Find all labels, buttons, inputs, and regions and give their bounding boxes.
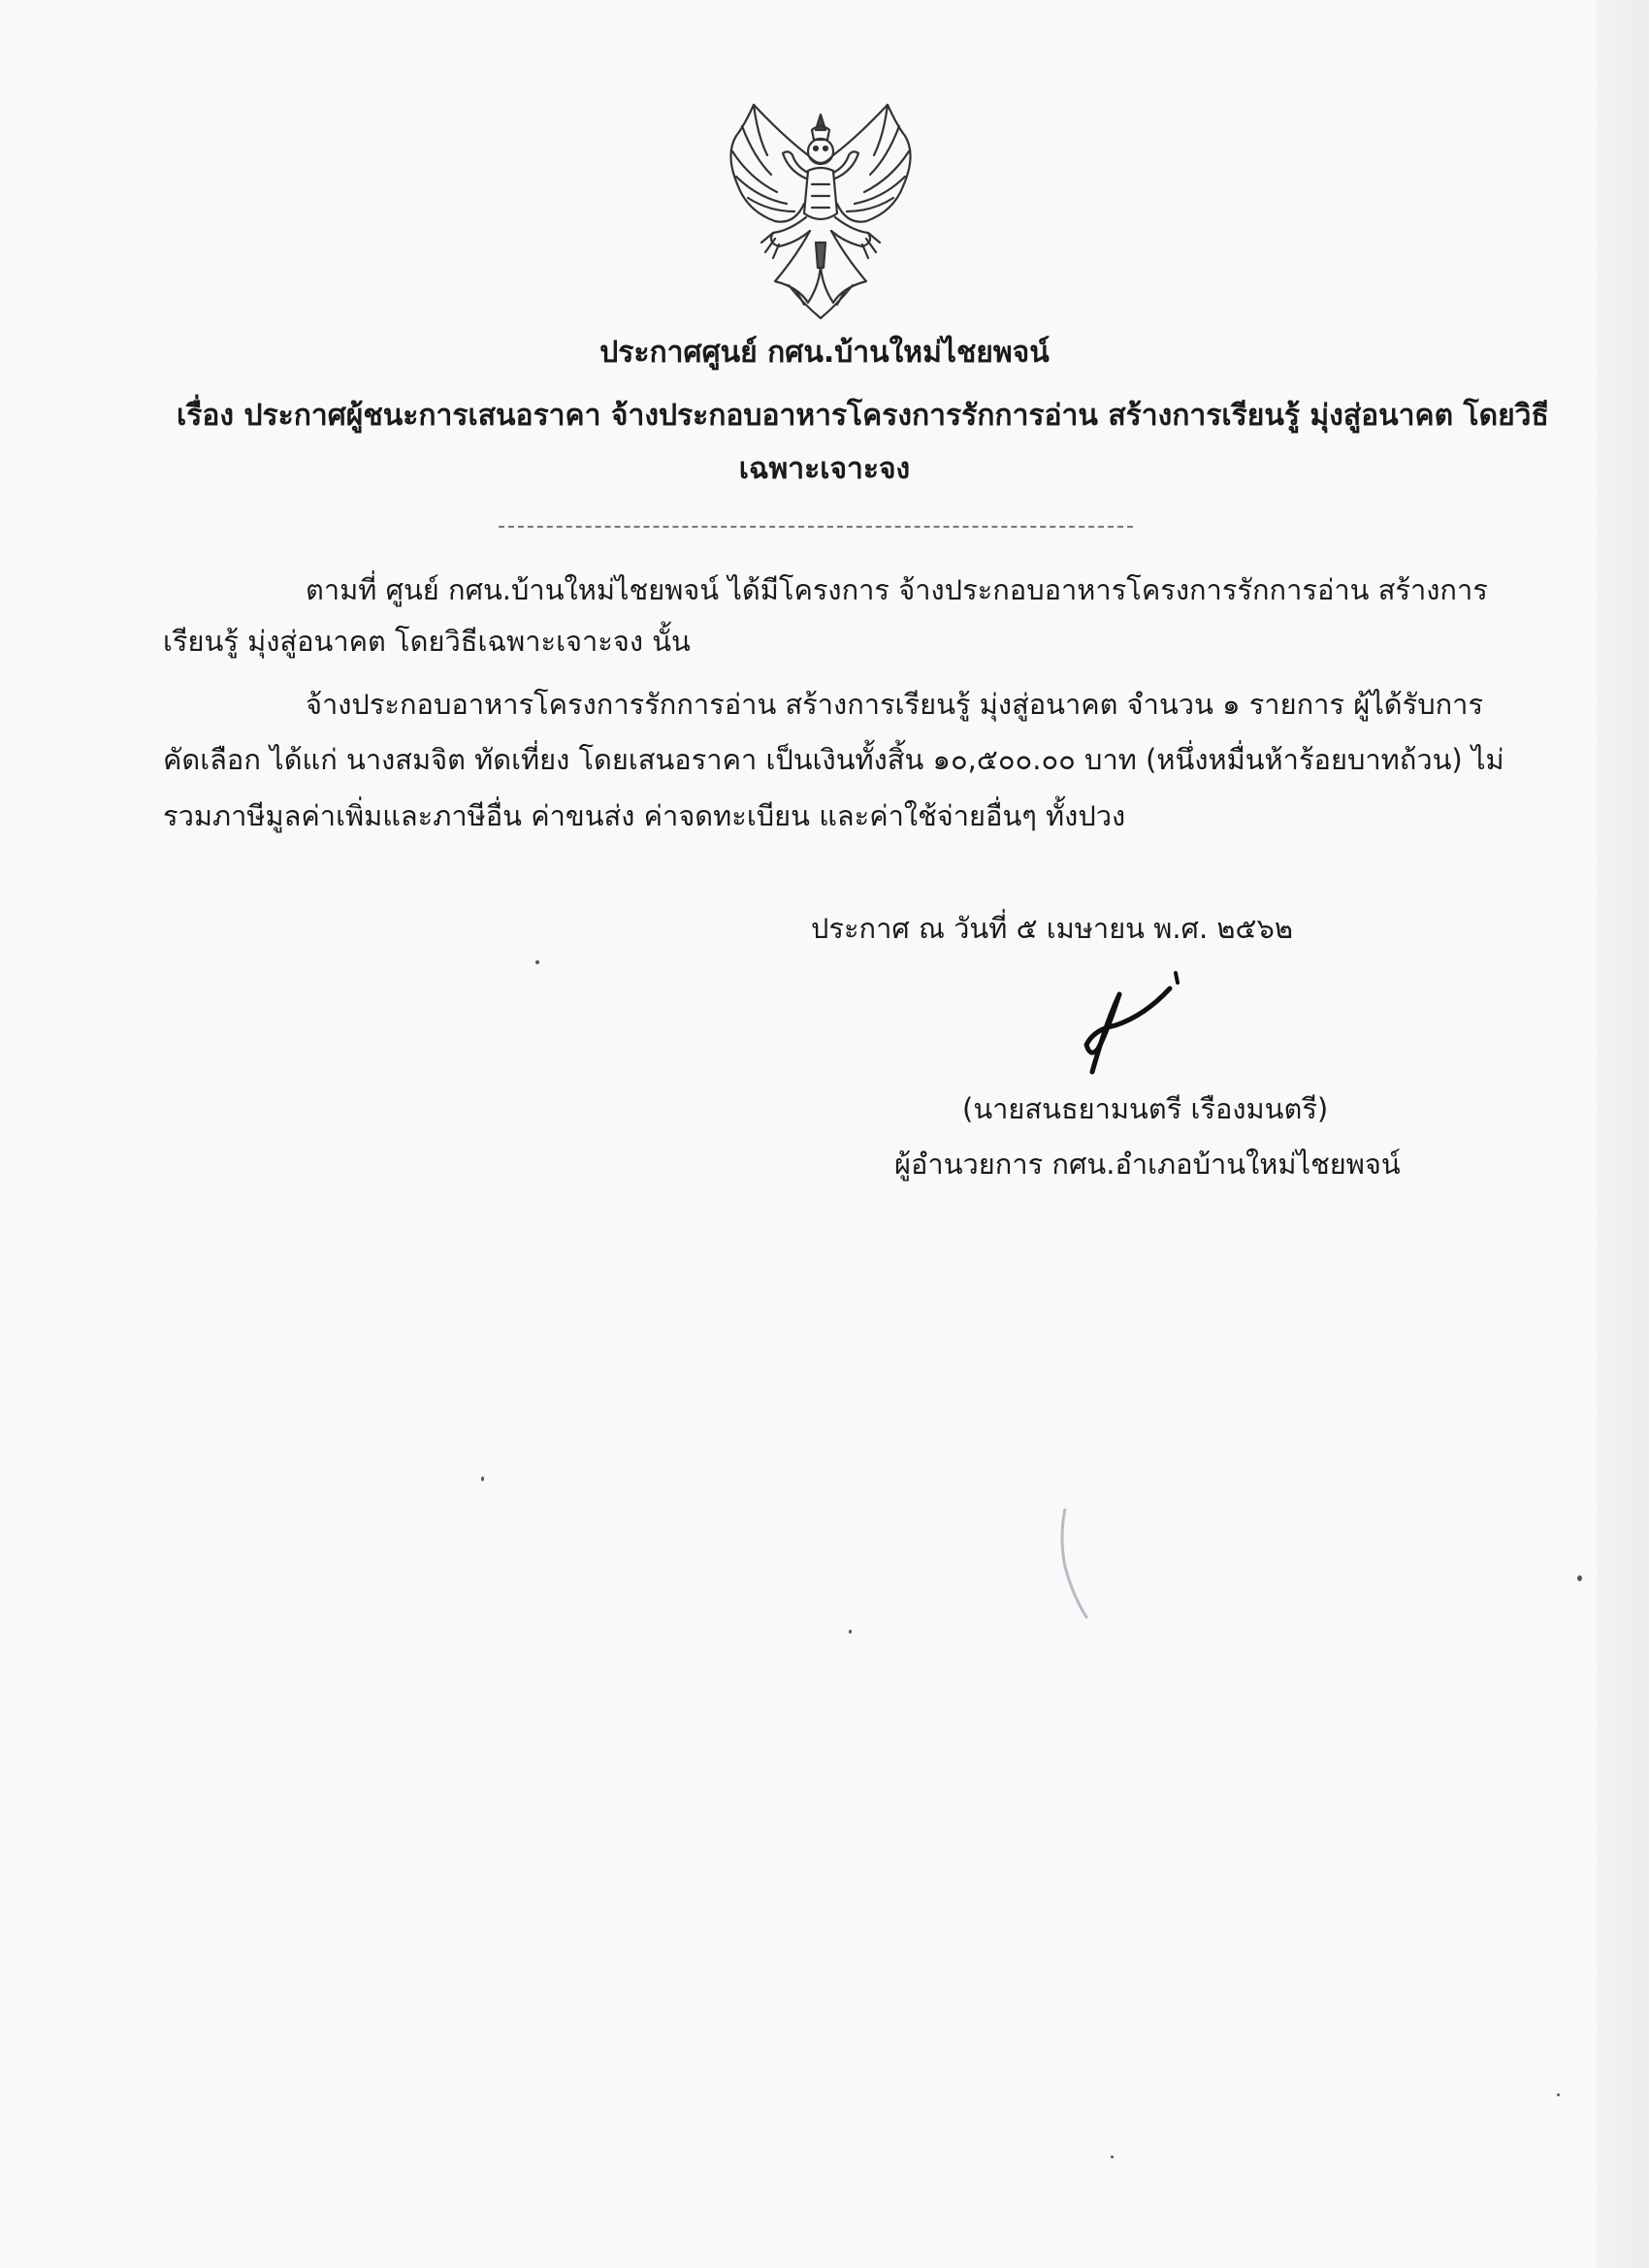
paragraph-2-line-3: รวมภาษีมูลค่าเพิ่มและภาษีอื่น ค่าขนส่ง ค่าจดทะเบียน และค่าใช้จ่ายอื่นๆ ทั้งปวง bbox=[163, 799, 1126, 832]
scan-speck bbox=[1577, 1575, 1582, 1581]
paragraph-2-line-2: คัดเลือก ได้แก่ นางสมจิต ทัดเที่ยง โดยเสนอราคา เป็นเงินทั้งสิ้น ๑๐,๕๐๐.๐๐ บาท (หนึ่งหมื่นห้าร้อยบาทถ้วน) ไม่ bbox=[163, 743, 1504, 776]
paragraph-1-line-2: เรียนรู้ มุ่งสู่อนาคต โดยวิธีเฉพาะเจาะจง นั้น bbox=[163, 625, 691, 658]
announcement-subject-continued: เฉพาะเจาะจง bbox=[738, 452, 911, 486]
paragraph-2-line-1: จ้างประกอบอาหารโครงการรักการอ่าน สร้างการเรียนรู้ มุ่งสู่อนาคต จำนวน ๑ รายการ ผู้ได้รับการ bbox=[306, 688, 1484, 721]
paragraph-1-line-1: ตามที่ ศูนย์ กศน.บ้านใหม่ไชยพจน์ ได้มีโครงการ จ้างประกอบอาหารโครงการรักการอ่าน สร้างการ bbox=[306, 573, 1488, 606]
announcement-subject: เรื่อง ประกาศผู้ชนะการเสนอราคา จ้างประกอบอาหารโครงการรักการอ่าน สร้างการเรียนรู้ มุ่งสู่อนาคต โดยวิธี bbox=[177, 399, 1549, 433]
scan-speck bbox=[535, 960, 539, 964]
scan-mark bbox=[1055, 1508, 1094, 1625]
signature-icon bbox=[1077, 965, 1193, 1077]
header-divider bbox=[499, 526, 1133, 528]
signer-name: (นายสนธยามนตรี เรืองมนตรี) bbox=[962, 1092, 1329, 1125]
scan-speck bbox=[481, 1476, 484, 1481]
announcement-title: ประกาศศูนย์ กศน.บ้านใหม่ไชยพจน์ bbox=[599, 336, 1050, 370]
scan-speck bbox=[849, 1630, 852, 1634]
announcement-date: ประกาศ ณ วันที่ ๕ เมษายน พ.ศ. ๒๕๖๒ bbox=[811, 912, 1293, 945]
scan-speck bbox=[1111, 2155, 1114, 2158]
scan-speck bbox=[1557, 2093, 1560, 2096]
garuda-emblem-icon bbox=[715, 97, 926, 328]
signer-title: ผู้อำนวยการ กศน.อำเภอบ้านใหม่ไชยพจน์ bbox=[894, 1148, 1401, 1181]
